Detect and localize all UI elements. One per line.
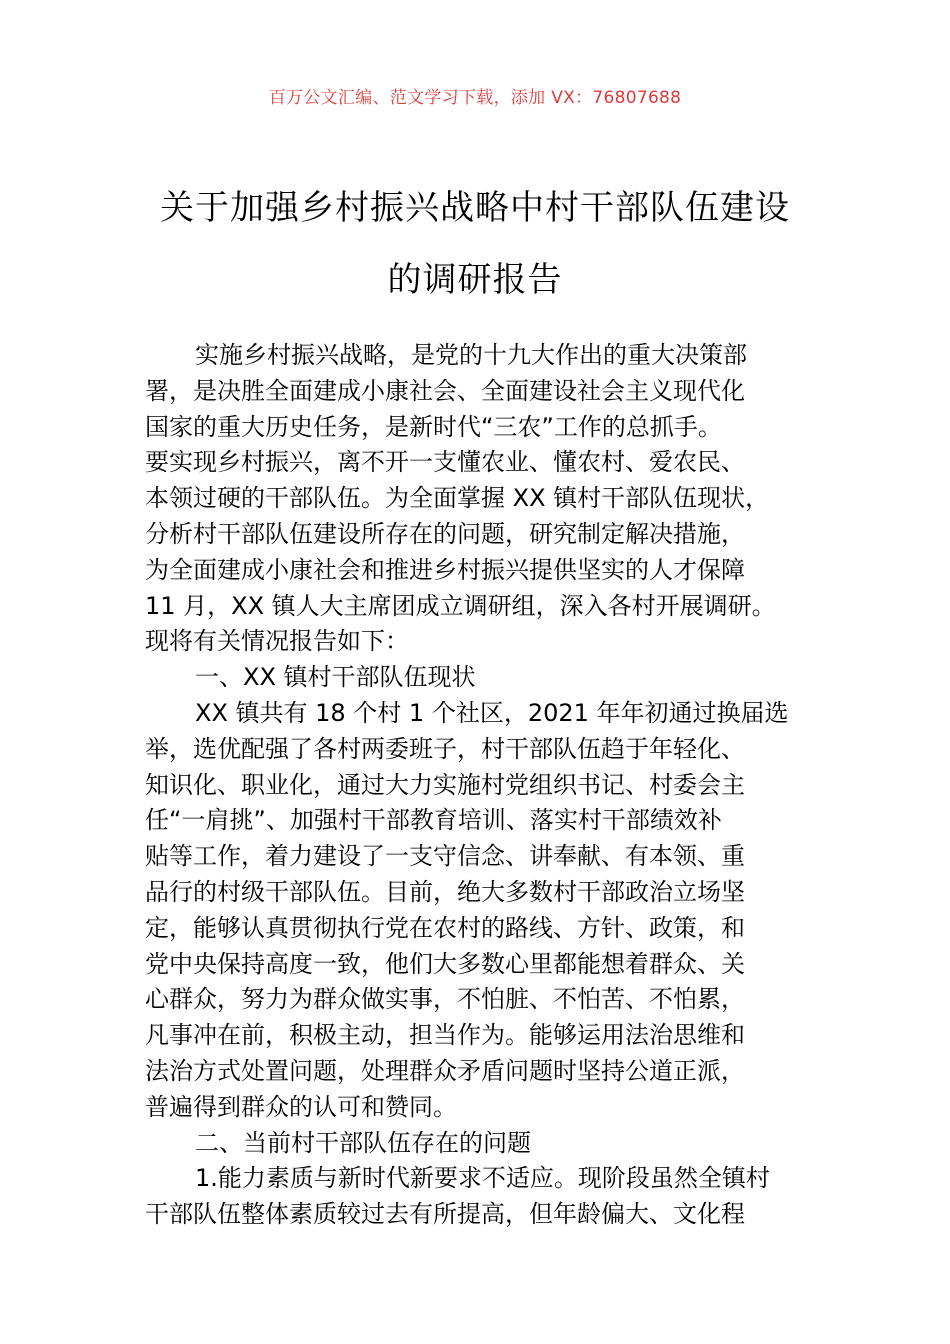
- body-line: 任“一肩挑”、加强村干部教育培训、落实村干部绩效补: [145, 806, 722, 835]
- title-line: 的调研报告: [387, 260, 563, 300]
- body-line: XX 镇共有 18 个村 1 个社区，2021 年年初通过换届选: [195, 698, 789, 727]
- body-line: 定，能够认真贯彻执行党在农村的路线、方针、政策，和: [145, 913, 745, 942]
- body-line: 法治方式处置问题，处理群众矛盾问题时坚持公道正派，: [145, 1056, 745, 1085]
- body-line: 普遍得到群众的认可和赞同。: [145, 1092, 457, 1121]
- body-line: 举，选优配强了各村两委班子，村干部队伍趋于年轻化、: [145, 734, 745, 763]
- title-line: 关于加强乡村振兴战略中村干部队伍建设: [160, 188, 790, 228]
- body-line: 1.能力素质与新时代新要求不适应。现阶段虽然全镇村: [195, 1164, 770, 1193]
- body-line: 本领过硬的干部队伍。为全面掌握 XX 镇村干部队伍现状，: [145, 484, 770, 513]
- body-line: 实施乡村振兴战略，是党的十九大作出的重大决策部: [195, 341, 747, 369]
- body-line: 国家的重大历史任务，是新时代“三农”工作的总抓手。: [145, 412, 722, 441]
- body-line: 11 月，XX 镇人大主席团成立调研组，深入各村开展调研。: [145, 591, 776, 620]
- body-line: 为全面建成小康社会和推进乡村振兴提供坚实的人才保障: [145, 555, 745, 584]
- body-line: 品行的村级干部队伍。目前，绝大多数村干部政治立场坚: [145, 877, 745, 906]
- body-line: 要实现乡村振兴，离不开一支懂农业、懂农村、爱农民、: [145, 448, 745, 477]
- body-line: 知识化、职业化，通过大力实施村党组织书记、村委会主: [145, 770, 745, 799]
- body-line: 署，是决胜全面建成小康社会、全面建设社会主义现代化: [145, 376, 745, 405]
- body-line: 现将有关情况报告如下：: [145, 627, 409, 656]
- header-banner: 百万公文汇编、范文学习下载，添加 VX：76807688: [268, 88, 682, 108]
- body-line: 贴等工作，着力建设了一支守信念、讲奉献、有本领、重: [145, 842, 745, 871]
- body-line: 心群众，努力为群众做实事，不怕脏、不怕苦、不怕累，: [145, 985, 745, 1014]
- section-heading: 二、当前村干部队伍存在的问题: [195, 1128, 531, 1157]
- document-title: [130, 172, 820, 316]
- body-line: 干部队伍整体素质较过去有所提高，但年龄偏大、文化程: [145, 1200, 745, 1229]
- body-line: 凡事冲在前，积极主动，担当作为。能够运用法治思维和: [145, 1021, 745, 1050]
- section-heading: 一、XX 镇村干部队伍现状: [195, 663, 476, 692]
- body-line: 分析村干部队伍建设所存在的问题，研究制定解决措施，: [145, 519, 745, 548]
- body-line: 党中央保持高度一致，他们大多数心里都能想着群众、关: [145, 949, 745, 978]
- document-body: [145, 338, 810, 1233]
